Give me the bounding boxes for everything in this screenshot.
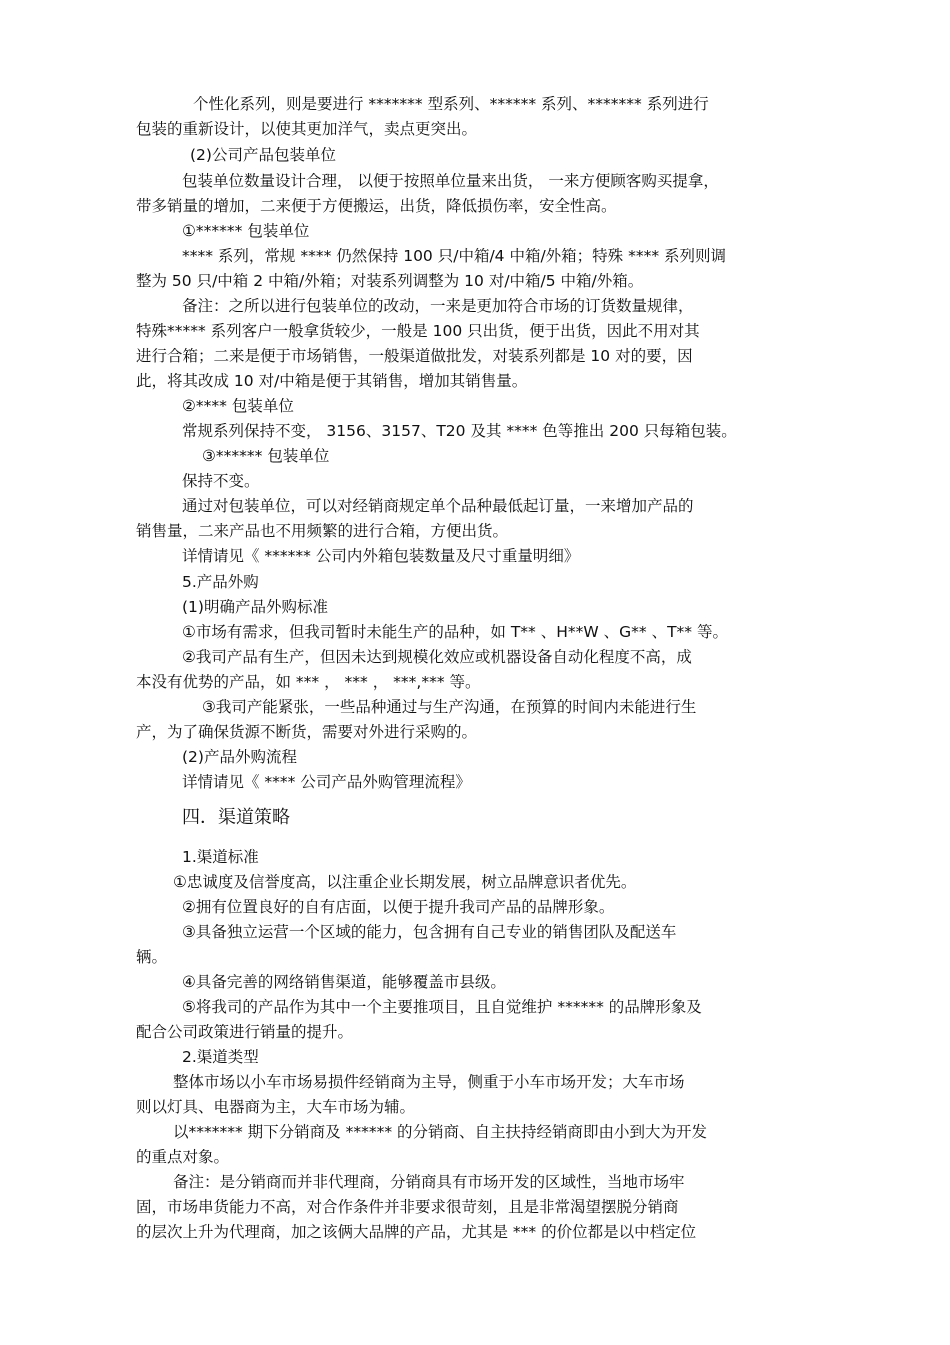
text-line: 个性化系列，则是要进行 ******* 型系列、****** 系列、******* 系列进行 [193, 95, 709, 113]
chapter-heading: 四．渠道策略 [182, 807, 290, 828]
text-line: 的层次上升为代理商，加之该俩大品牌的产品，尤其是 *** 的价位都是以中档定位 [136, 1223, 697, 1241]
text-line: 以******* 期下分销商及 ****** 的分销商、自主扶持经销商即由小到大为开发 [173, 1123, 708, 1141]
section-heading: (1)明确产品外购标准 [182, 598, 328, 616]
text-line: 包装单位数量设计合理， 以便于按照单位量来出货， 一来方便顾客购买提拿， [182, 172, 719, 190]
text-line: 整体市场以小车市场易损件经销商为主导，侧重于小车市场开发；大车市场 [173, 1073, 685, 1091]
text-line: 产，为了确保货源不断货，需要对外进行采购的。 [136, 723, 478, 741]
text-line: 备注：是分销商而并非代理商，分销商具有市场开发的区域性，当地市场牢 [173, 1173, 685, 1191]
text-line: 此，将其改成 10 对/中箱是便于其销售，增加其销售量。 [136, 372, 528, 390]
text-line: ④具备完善的网络销售渠道，能够覆盖市县级。 [182, 973, 506, 991]
text-line: 包装的重新设计，以使其更加洋气，卖点更突出。 [136, 120, 478, 138]
text-line: ②我司产品有生产，但因未达到规模化效应或机器设备自动化程度不高，成 [182, 648, 692, 666]
text-line: 本没有优势的产品，如 *** ， *** ， ***,*** 等。 [136, 673, 481, 691]
text-line: **** 系列，常规 **** 仍然保持 100 只/中箱/4 中箱/外箱；特殊 **** 系列则调 [182, 247, 727, 265]
text-line: 则以灯具、电器商为主，大车市场为辅。 [136, 1098, 416, 1116]
text-line: 备注：之所以进行包装单位的改动，一来是更加符合市场的订货数量规律， [182, 297, 694, 315]
text-line: 辆。 [136, 948, 168, 966]
text-line: ⑤将我司的产品作为其中一个主要推项目，且自觉维护 ****** 的品牌形象及 [182, 998, 702, 1016]
section-heading: 2.渠道类型 [182, 1048, 259, 1066]
text-line: 详情请见《 ****** 公司内外箱包装数量及尺寸重量明细》 [182, 547, 580, 565]
text-line: ①忠诚度及信誉度高，以注重企业长期发展，树立品牌意识者优先。 [173, 873, 637, 891]
text-line: ②**** 包装单位 [182, 397, 294, 415]
text-line: 详情请见《 **** 公司产品外购管理流程》 [182, 773, 471, 791]
text-line: 配合公司政策进行销量的提升。 [136, 1023, 354, 1041]
text-line: 特殊***** 系列客户一般拿货较少，一般是 100 只出货，便于出货，因此不用对其 [136, 322, 700, 340]
text-line: 保持不变。 [182, 472, 260, 490]
section-heading: (2)产品外购流程 [182, 748, 297, 766]
text-line: 常规系列保持不变， 3156、3157、T20 及其 **** 色等推出 200 只每箱包装。 [182, 422, 737, 440]
text-line: 固，市场串货能力不高，对合作条件并非要求很苛刻，且是非常渴望摆脱分销商 [136, 1198, 679, 1216]
text-line: ①****** 包装单位 [182, 222, 310, 240]
text-line: 进行合箱；二来是便于市场销售，一般渠道做批发，对装系列都是 10 对的要，因 [136, 347, 693, 365]
section-heading: 5.产品外购 [182, 573, 259, 591]
section-heading: (2)公司产品包装单位 [190, 146, 336, 164]
text-line: 的重点对象。 [136, 1148, 230, 1166]
section-heading: 1.渠道标准 [182, 848, 259, 866]
text-line: 销售量，二来产品也不用频繁的进行合箱，方便出货。 [136, 522, 509, 540]
text-line: ③我司产能紧张，一些品种通过与生产沟通，在预算的时间内未能进行生 [202, 698, 697, 716]
text-line: 整为 50 只/中箱 2 中箱/外箱；对装系列调整为 10 对/中箱/5 中箱/外箱。 [136, 272, 644, 290]
text-line: ③具备独立运营一个区域的能力，包含拥有自己专业的销售团队及配送车 [182, 923, 677, 941]
text-line: ③****** 包装单位 [202, 447, 330, 465]
text-line: 带多销量的增加，二来便于方便搬运，出货，降低损伤率，安全性高。 [136, 197, 617, 215]
text-line: ①市场有需求，但我司暂时未能生产的品种，如 T** 、H**W 、G** 、T** 等。 [182, 623, 728, 641]
text-line: 通过对包装单位，可以对经销商规定单个品种最低起订量，一来增加产品的 [182, 497, 694, 515]
text-line: ②拥有位置良好的自有店面，以便于提升我司产品的品牌形象。 [182, 898, 615, 916]
